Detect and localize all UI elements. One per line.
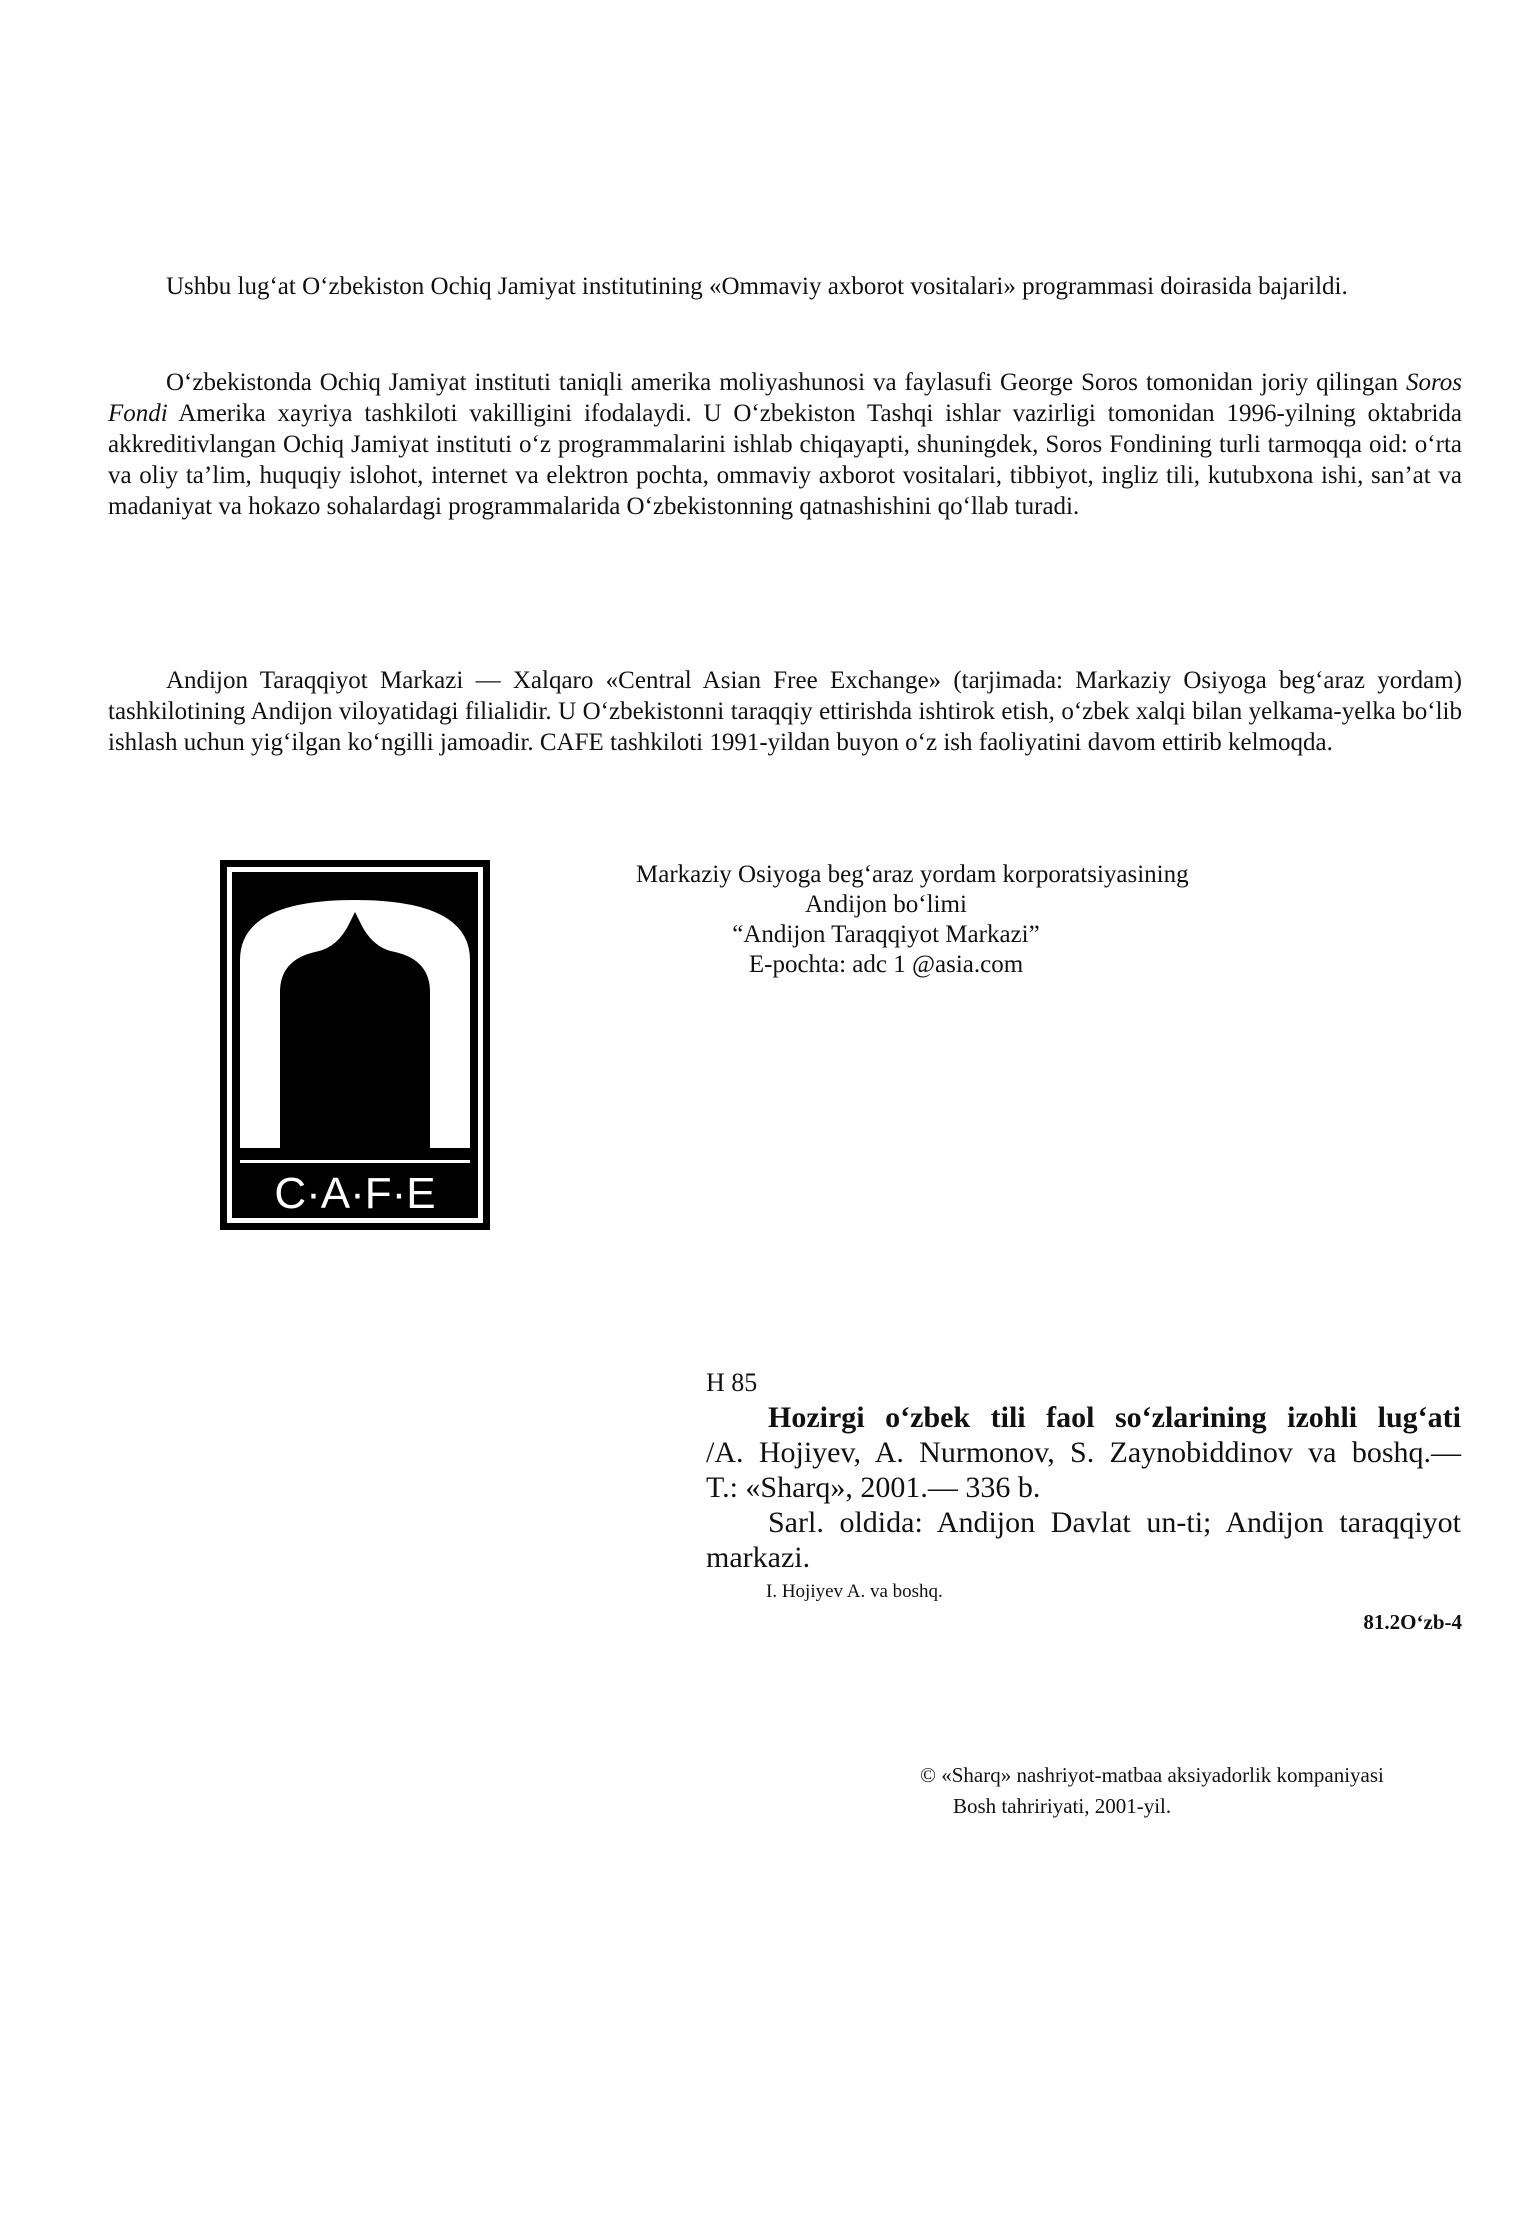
institute-paragraph xyxy=(108,367,1462,522)
cafe-arch-icon xyxy=(220,860,490,1230)
contact-center-name: “Andijon Taraqqiyot Markazi” xyxy=(732,921,1040,948)
catalog-note-end: markazi. xyxy=(706,1541,811,1574)
contact-email: E-pochta: adc 1 @asia.com xyxy=(748,951,1024,978)
catalog-entry xyxy=(706,1400,1461,1575)
catalog-code: H 85 xyxy=(706,1368,758,1397)
catalog-note: Sarl. oldida: Andijon Davlat un-ti; Andijon taraqqiyot xyxy=(768,1506,1461,1539)
catalog-authors: /A. Hojiyev, A. Nurmonov, S. Zaynobiddinov va boshq.— xyxy=(706,1436,1461,1469)
intro-paragraph: Ushbu lug‘at O‘zbekiston Ochiq Jamiyat institutining «Ommaviy axborot vositalari» programmasi doirasida bajarildi. xyxy=(166,273,1348,300)
contact-branch: Andijon bo‘limi xyxy=(805,891,967,918)
cafe-paragraph: Andijon Taraqqiyot Markazi — Xalqaro «Central Asian Free Exchange» (tarjimada: Markaziy Osiyoga beg‘araz yordam) tashkilotining Andijon viloyatidagi filialidir. U O‘zbekistonni taraqqiy ettirishda ishtirok etish, o‘zbek xalqi bilan yelkama-yelka bo‘lib ishlash uchun yig‘ilgan ko‘ngilli jamoadir. CAFE tashkiloti 1991-yildan buyon o‘z ish faoliyatini davom ettirib kelmoqda. xyxy=(108,667,1462,756)
cafe-logo xyxy=(220,860,490,1230)
contact-block xyxy=(636,860,1189,980)
copyright-notice xyxy=(920,1760,1384,1822)
institute-paragraph-start: O‘zbekistonda Ochiq Jamiyat instituti taniqli amerika moliyashunosi va faylasufi George Soros tomonidan joriy qilingan xyxy=(166,369,1406,396)
contact-organization: Markaziy Osiyoga beg‘araz yordam korporatsiyasining xyxy=(636,861,1189,888)
soros-fund-name: Soros Fondi xyxy=(108,369,1462,427)
cafe-logo-text: C·A·F·E xyxy=(274,1169,436,1218)
classification-code: 81.2O‘zb-4 xyxy=(1363,1610,1462,1634)
copyright-line-publisher: © «Sharq» nashriyot-matbaa aksiyadorlik kompaniyasi xyxy=(920,1763,1384,1787)
catalog-title: Hozirgi o‘zbek tili faol so‘zlarining izohli lug‘ati xyxy=(768,1401,1461,1434)
catalog-title-line xyxy=(706,1400,1461,1435)
catalog-index-entry: I. Hojiyev A. va boshq. xyxy=(766,1581,943,1602)
catalog-publication: T.: «Sharq», 2001.— 336 b. xyxy=(706,1471,1041,1504)
copyright-line-year: Bosh tahririyati, 2001-yil. xyxy=(953,1794,1172,1818)
institute-paragraph-end: Amerika xayriya tashkiloti vakilligini ifodalaydi. U O‘zbekiston Tashqi ishlar vazirligi tomonidan 1996-yilning oktabrida akkreditivlangan Ochiq Jamiyat instituti o‘z programmalarini ishlab chiqayapti, shuningdek, Soros Fondining turli tarmoqqa oid: o‘rta va oliy ta’lim, huquqiy islohot, internet va elektron pochta, ommaviy axborot vositalari, tibbiyot, ingliz tili, kutubxona ishi, san’at va madaniyat va hokazo sohalardagi programmalarida O‘zbekistonning qatnashishini qo‘llab turadi. xyxy=(108,400,1462,520)
